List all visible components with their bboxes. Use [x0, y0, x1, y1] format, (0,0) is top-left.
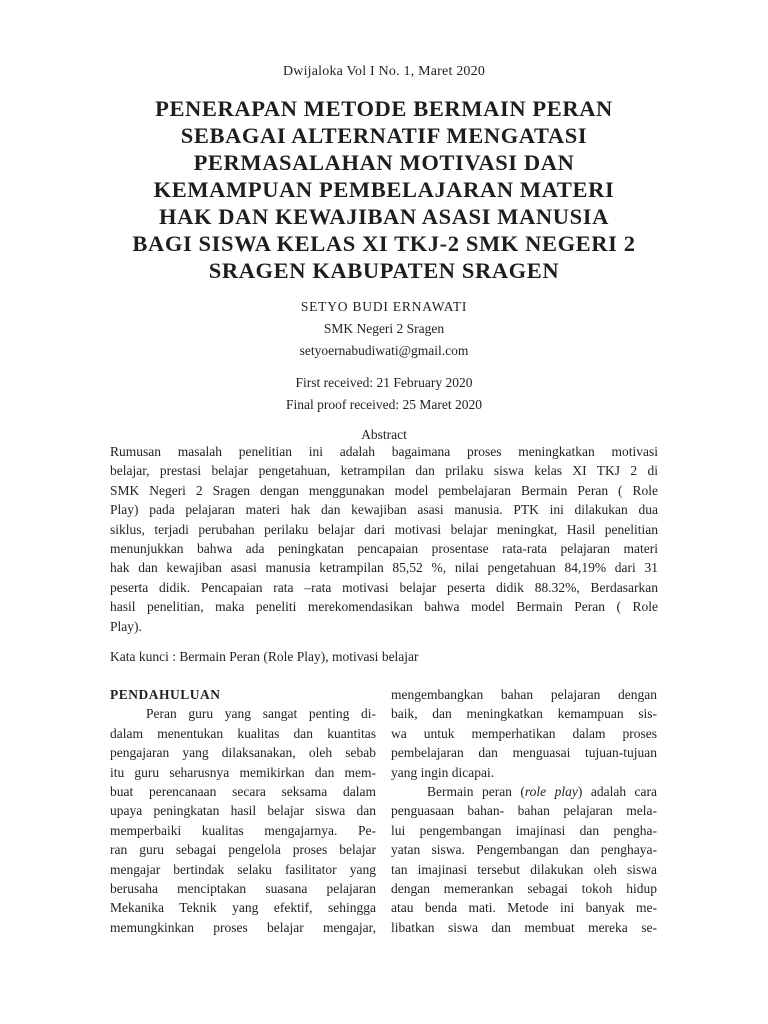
- abstract-line: menunjukkan bahwa ada peningkatan pencapaian prosentase rata-rata pelajaran materi: [110, 541, 658, 557]
- final-proof-received: Final proof received: 25 Maret 2020: [285, 397, 483, 412]
- body-line-role-play: [391, 782, 657, 801]
- body-line: mengajar bertindak selaku fasilitator yang: [110, 861, 376, 877]
- body-line: yang ingin dicapai.: [391, 764, 495, 780]
- body-line: memungkinkan proses belajar mengajar,: [110, 919, 376, 935]
- abstract-line: belajar, prestasi belajar pengetahuan, ketrampilan dan prilaku siswa kelas XI TKJ 2 di: [110, 463, 658, 479]
- text-fragment: ) adalah cara: [577, 784, 657, 800]
- abstract-line: hasil penelitian, maka peneliti merekomendasikan bahwa model Bermain Peran ( Role: [110, 599, 658, 615]
- body-line: pengajaran yang dilaksanakan, oleh sebab: [110, 745, 376, 761]
- body-line: itu guru seharusnya memikirkan dan mem-: [110, 764, 376, 780]
- body-line: memperbaiki kualitas mengajarnya. Pe-: [110, 822, 376, 838]
- abstract-line: peserta didik. Pencapaian rata –rata motivasi belajar peserta didik 88.32%, Berdasarkan: [110, 579, 658, 595]
- title-line: SEBAGAI ALTERNATIF MENGATASI: [180, 123, 588, 148]
- title-line: HAK DAN KEWAJIBAN ASASI MANUSIA: [159, 204, 609, 229]
- right-column: [391, 685, 657, 937]
- abstract-line: Play) pada pelajaran materi hak dan kewajiban asasi manusia. PTK ini dilakukan dua: [110, 502, 658, 518]
- body-line: buat perencanaan secara seksama dalam: [110, 784, 376, 800]
- body-line: pembelajaran dan menguasai tujuan-tujuan: [391, 745, 657, 761]
- body-line: dengan memerankan sebagai tokoh hidup: [391, 881, 657, 897]
- body-line: berusaha menciptakan suasana pelajaran: [110, 881, 376, 897]
- author-name: SETYO BUDI ERNAWATI: [300, 299, 468, 314]
- body-line: wa untuk memperhatikan dalam proses: [391, 725, 657, 741]
- keywords: Kata kunci : Bermain Peran (Role Play), motivasi belajar: [110, 649, 419, 664]
- abstract-heading: Abstract: [361, 427, 407, 442]
- paper-title: [60, 95, 708, 284]
- abstract-line: hak dan kewajiban asasi manusia ketrampilan 85,52 %, nilai pengetahuan 84,19% dari 31: [110, 560, 658, 576]
- body-line: tan imajinasi tersebut dilakukan oleh siswa: [391, 861, 657, 877]
- role-play-term: role play: [524, 784, 578, 800]
- title-line: PERMASALAHAN MOTIVASI DAN: [193, 150, 575, 175]
- first-received: First received: 21 February 2020: [295, 375, 473, 390]
- body-line: dalam menentukan kualitas dan kuantitas: [110, 725, 376, 741]
- section-heading-pendahuluan: PENDAHULUAN: [110, 687, 221, 702]
- body-line: yatan siswa. Pengembangan dan penghaya-: [391, 842, 657, 858]
- journal-header: Dwijaloka Vol I No. 1, Maret 2020: [282, 64, 486, 79]
- abstract-line: SMK Negeri 2 Sragen dengan menggunakan model pembelajaran Bermain Peran ( Role: [110, 482, 658, 498]
- body-line: atau benda mati. Metode ini banyak me-: [391, 900, 657, 916]
- body-line: libatkan siswa dan membuat mereka se-: [391, 919, 657, 935]
- body-line: Mekanika Teknik yang efektif, sehingga: [110, 900, 376, 916]
- body-line: baik, dan meningkatkan kemampuan sis-: [391, 706, 657, 722]
- received-dates: [0, 372, 768, 416]
- body-line: penguasaan bahan- bahan pelajaran mela-: [391, 803, 657, 819]
- title-line: PENERAPAN METODE BERMAIN PERAN: [155, 96, 613, 121]
- title-line: BAGI SISWA KELAS XI TKJ-2 SMK NEGERI 2: [132, 231, 636, 256]
- body-line: mengembangkan bahan pelajaran dengan: [391, 687, 657, 702]
- text-fragment: Bermain peran (: [427, 784, 525, 800]
- author-block: [0, 296, 768, 362]
- abstract-line: Play).: [110, 618, 142, 634]
- author-email: setyoernabudiwati@gmail.com: [299, 343, 469, 358]
- body-line: upaya peningkatan hasil belajar siswa dan: [110, 803, 376, 819]
- body-line: lui pengembangan imajinasi dan pengha-: [391, 822, 657, 838]
- abstract-line: siklus, terjadi perubahan perilaku belajar dari motivasi belajar meningkat, Hasil penelitian: [110, 521, 658, 537]
- body-line: Peran guru yang sangat penting di-: [146, 706, 376, 722]
- abstract-line: Rumusan masalah penelitian ini adalah bagaimana proses meningkatkan motivasi: [110, 444, 658, 459]
- abstract-body: [110, 442, 658, 636]
- author-affiliation: SMK Negeri 2 Sragen: [323, 321, 445, 336]
- body-line: ran guru sebagai pengelola proses belajar: [110, 842, 376, 858]
- title-line: KEMAMPUAN PEMBELAJARAN MATERI: [153, 177, 615, 202]
- left-column: [110, 685, 376, 937]
- title-line: SRAGEN KABUPATEN SRAGEN: [208, 258, 560, 283]
